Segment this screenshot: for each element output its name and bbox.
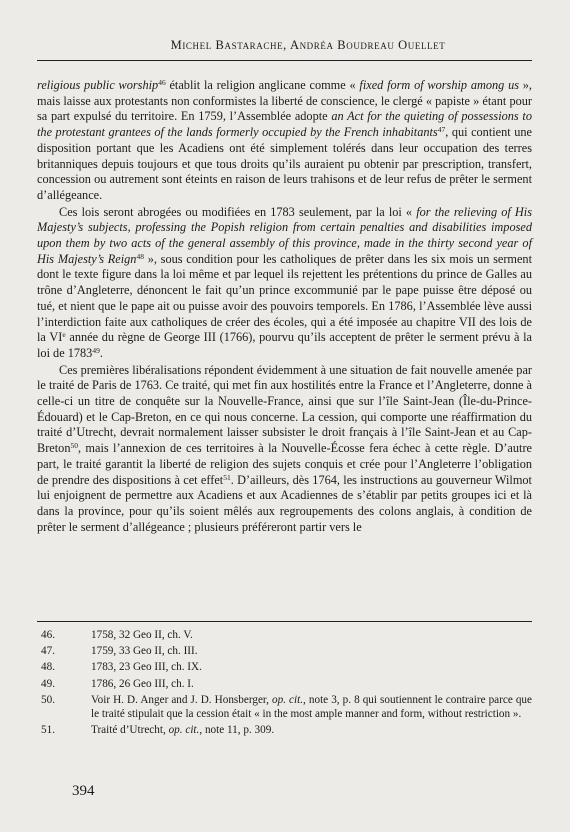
text-run: 1759, 33 Geo II, ch. III. [91, 645, 198, 658]
paragraph [37, 363, 532, 536]
header-rule [37, 60, 532, 61]
text-run: 1786, 26 Geo III, ch. I. [91, 677, 194, 690]
footnote-text [91, 677, 532, 691]
footnote-ref: 51 [223, 472, 231, 482]
text-run: , note 11, p. 309. [199, 724, 275, 737]
running-header: Michel Bastarache, Andréa Boudreau Ouellet [170, 38, 446, 52]
text-run: », mais laisse aux protestants non conformistes la liberté de conscience, le clergé « papiste » étant pour sa part expulsé du territoire. En 1759, l’Assemblée adopte [37, 78, 533, 124]
footnote-ref: e [62, 330, 66, 340]
paragraph [37, 205, 532, 362]
text-run: Voir H. D. Anger and J. D. Honsberger, [91, 693, 273, 706]
footnote-ref: 50 [70, 441, 78, 451]
italic-run: for the relieving of His Majesty’s subjects, professing the Popish religion from certain penalties and disabilities imposed upon them by two acts of the general assembly of this province, made in the thirty second year of His Majesty’s Reign [37, 204, 532, 266]
footnote-number: 51. [41, 724, 55, 737]
text-run: », sous condition pour les catholiques de prêter dans les six mois un serment dont le texte figure dans la loi même et par lequel ils rejettent les prétentions du prince de Galles au trône d’Angleterre, dénoncent le fait qu’un prince excommunié par le pape puisse être déposé ou tué, et nient que le pape ait ou puisse avoir des pouvoirs temporels. En 1786, l’Assemblée lève aussi l’interdiction faite aux catholiques de créer des écoles, qui a été imposée au chapitre VII des lois de la VI [37, 251, 532, 345]
footnote-text [91, 693, 532, 721]
footnote-ref: 49 [92, 345, 100, 355]
body-text [37, 78, 532, 535]
footnote-number: 46. [41, 629, 55, 641]
footnote-rule [37, 621, 532, 622]
italic-run: op. cit. [168, 724, 200, 737]
footnote-text [91, 723, 532, 737]
text-run: 1758, 32 Geo II, ch. V. [91, 629, 193, 641]
footnotes [37, 628, 532, 739]
footnote-number: 48. [41, 661, 55, 674]
footnote-ref: 48 [136, 251, 144, 261]
text-run: établit la religion anglicane comme « [165, 78, 360, 92]
footnote [37, 693, 532, 721]
text-run: Ces lois seront abrogées ou modifiées en 1783 seulement, par la loi « [59, 204, 417, 219]
footnote [37, 644, 532, 658]
text-run: Ces premières libéralisations répondent évidemment à une situation de fait nouvelle amenée par le traité de Paris de 1763. Ce traité, qui met fin aux hostilités entre la France et l’Angleterre, donne à celle-ci un titre de conquête sur la Nouvelle-France, ainsi que sur l’île Saint-Jean (Île-du-Prince-Édouard) et le Cap-Breton, en ce qui nous concerne. La cession, qui comporte une réaffirmation du traité d’Utrecht, devrait normalement laisser subsister le droit français à l’île Saint-Jean et au Cap-Breton [37, 362, 532, 456]
text-run: , qui contient une disposition portant que les Acadiens ont été simplement tolérés dans leur occupation des terres britanniques depuis toujours et que tous droits qu’ils auraient pu obtenir par prescription, transfert, concession ou autrement sont éteints en raison de leurs trahisons et de leur refus de prêter le serment d’allégeance. [37, 125, 532, 202]
italic-run: an Act for the quieting of possessions to the protestant grantees of the lands formerly occupied by the French inhabitants [37, 109, 532, 140]
text-run: , mais l’annexion de ces territoires à la Nouvelle-Écosse fera échec à cette règle. D’autre part, le traité garantit la liberté de religion des sujets conquis et crée pour l’Angleterre l’obligation de prendre des dispositions à cet effet [37, 441, 532, 487]
italic-run: religious public worship [37, 78, 159, 92]
footnote-text [91, 628, 532, 642]
italic-run: fixed form of worship among us [359, 78, 520, 92]
footnote-number: 47. [41, 645, 55, 658]
footnote-number: 50. [41, 693, 55, 706]
italic-run: op. cit. [272, 693, 304, 706]
footnote-ref: 46 [158, 78, 166, 87]
text-run: année du règne de George III (1766), pourvu qu’ils acceptent de prêter le serment prévu à la loi de 1783 [37, 330, 533, 360]
footnote [37, 660, 532, 674]
page-number: 394 [72, 783, 95, 799]
footnote-ref: 47 [437, 125, 446, 135]
text-run: 1783, 23 Geo III, ch. IX. [91, 661, 202, 674]
footnote [37, 723, 532, 737]
footnote [37, 628, 532, 642]
footnote-text [91, 644, 532, 658]
text-run: , note 3, p. 8 qui soutiennent le contraire parce que le traité stipulait que la cession était « in the most ample manner and form, without restriction ». [91, 693, 532, 721]
text-run: Traité d’Utrecht, [91, 724, 169, 737]
text-run: . D’ailleurs, dès 1764, les instructions au gouverneur Wilmot lui enjoignent de permettre aux Acadiens et aux Acadiennes de s’établir par petits groupes ici et là dans la province, pour qu’ils soient mêlés aux regroupements des colons anglais, à condition de prêter le serment d’allégeance ; plusieurs préféreront partir vers le [37, 472, 532, 534]
paragraph [37, 78, 532, 204]
text-run: . [99, 345, 103, 360]
footnote [37, 677, 532, 691]
footnote-text [91, 660, 532, 674]
footnote-number: 49. [41, 677, 55, 690]
